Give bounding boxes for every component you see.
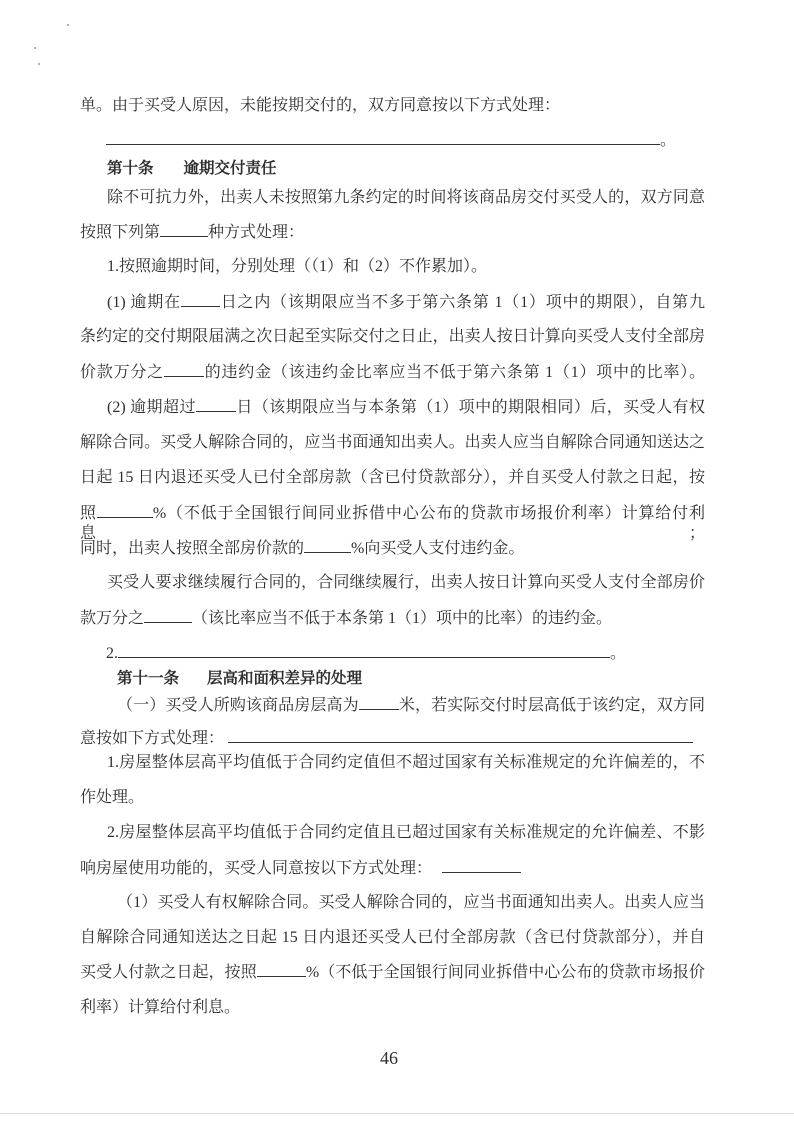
- scan-speck: [67, 24, 69, 26]
- text: 的违约金（该违约金比率应当不低于第六条第 1（1）项中的比率）。: [203, 364, 705, 381]
- text-line: 解除合同。买受人解除合同的，应当书面通知出卖人。出卖人应当自解除合同通知送达之: [80, 434, 705, 451]
- text-line: 条约定的交付期限届满之次日起至实际交付之日止，出卖人按日计算向买受人支付全部房: [80, 328, 705, 345]
- text-line: [80, 222, 304, 243]
- period: 。: [660, 132, 677, 149]
- text: %（不低于全国银行间同业拆借中心公布的贷款市场报价利率）计算给付利息；: [80, 505, 705, 542]
- blank-field[interactable]: [106, 130, 660, 145]
- blank-field[interactable]: [118, 643, 610, 658]
- article-title: 逾期交付责任: [183, 159, 277, 177]
- blank-field[interactable]: [144, 608, 192, 623]
- text-line: [107, 397, 705, 418]
- text-line: [80, 362, 705, 383]
- fill-line: [106, 130, 676, 151]
- text: %向买受人支付违约金。: [351, 540, 525, 557]
- page-border: [0, 1113, 794, 1114]
- scan-speck: [34, 47, 36, 49]
- blank-field[interactable]: [164, 362, 204, 377]
- text-line: 作处理。: [80, 789, 145, 806]
- blank-field[interactable]: [442, 858, 521, 873]
- text: （一）买受人所购该商品房层高为: [117, 697, 359, 714]
- blank-field[interactable]: [181, 292, 220, 307]
- text: %（不低于全国银行间同业拆借中心公布的贷款市场报价: [305, 964, 705, 981]
- period: 。: [610, 645, 627, 662]
- text: (1) 逾期在: [107, 294, 181, 311]
- text: 同时，出卖人按照全部房价款的: [80, 540, 305, 557]
- text: 响房屋使用功能的，买受人同意按以下方式处理：: [80, 860, 433, 877]
- text: 价款万分之: [80, 364, 164, 381]
- text-line: [80, 962, 705, 983]
- text-line: 自解除合同通知送达之日起 15 日内退还买受人已付全部房款（含已付贷款部分），并自: [80, 929, 705, 946]
- blank-field[interactable]: [97, 503, 153, 518]
- text-line: 1.房屋整体层高平均值低于合同约定值但不超过国家有关标准规定的允许偏差的，不: [107, 754, 705, 771]
- blank-field[interactable]: [160, 222, 208, 237]
- scan-speck: [38, 63, 40, 65]
- text: (2) 逾期超过: [107, 399, 196, 416]
- text-line: 利率）计算给付利息。: [80, 999, 241, 1016]
- text-line: 日起 15 日内退还买受人已付全部房款（含已付贷款部分），并自买受人付款之日起，按: [80, 469, 705, 486]
- blank-field[interactable]: [228, 728, 693, 743]
- text-line: [117, 695, 705, 716]
- text: 款万分之: [80, 610, 145, 627]
- text: 米，若实际交付时层高低于该约定，双方同: [398, 697, 705, 714]
- article-number: 第十一条: [117, 669, 180, 687]
- text: 买受人付款之日起，按照: [80, 964, 257, 981]
- text-line: 2.房屋整体层高平均值低于合同约定值且已超过国家有关标准规定的允许偏差、不影: [107, 824, 705, 841]
- text: 照: [80, 505, 97, 522]
- text: 日（该期限应当与本条第（1）项中的期限相同）后，买受人有权: [235, 399, 705, 416]
- fill-line: [106, 643, 626, 664]
- blank-field[interactable]: [196, 397, 236, 412]
- article-11-heading: [117, 668, 362, 688]
- text-line: 除不可抗力外，出卖人未按照第九条约定的时间将该商品房交付买受人的，双方同意: [107, 189, 705, 206]
- text-line: 1.按照逾期时间，分别处理（（1）和（2）不作累加）。: [107, 258, 488, 275]
- text-line: （1）买受人有权解除合同。买受人解除合同的，应当书面通知出卖人。出卖人应当: [117, 894, 705, 911]
- blank-field[interactable]: [359, 695, 399, 710]
- article-title: 层高和面积差异的处理: [207, 669, 363, 687]
- article-10-heading: [107, 158, 277, 178]
- text-line: [80, 538, 524, 559]
- text-line: [80, 858, 521, 879]
- page-number: 46: [380, 1048, 398, 1068]
- article-number: 第十条: [107, 159, 154, 177]
- text: 2.: [106, 645, 118, 662]
- text: 日之内（该期限应当不多于第六条第 1（1）项中的期限），自第九: [219, 294, 705, 311]
- blank-field[interactable]: [257, 962, 306, 977]
- text: （该比率应当不低于本条第 1（1）项中的比率）的违约金。: [192, 610, 613, 627]
- text-line: 单。由于买受人原因，未能按期交付的，双方同意按以下方式处理：: [80, 97, 561, 114]
- text-line: [80, 608, 612, 629]
- text: 意按如下方式处理：: [80, 730, 225, 747]
- text-line: 买受人要求继续履行合同的，合同继续履行，出卖人按日计算向买受人支付全部房价: [107, 574, 705, 591]
- blank-field[interactable]: [304, 538, 351, 553]
- text-line: [80, 728, 693, 749]
- text-line: [107, 292, 705, 313]
- text: 种方式处理：: [208, 224, 305, 241]
- text: 按照下列第: [80, 224, 161, 241]
